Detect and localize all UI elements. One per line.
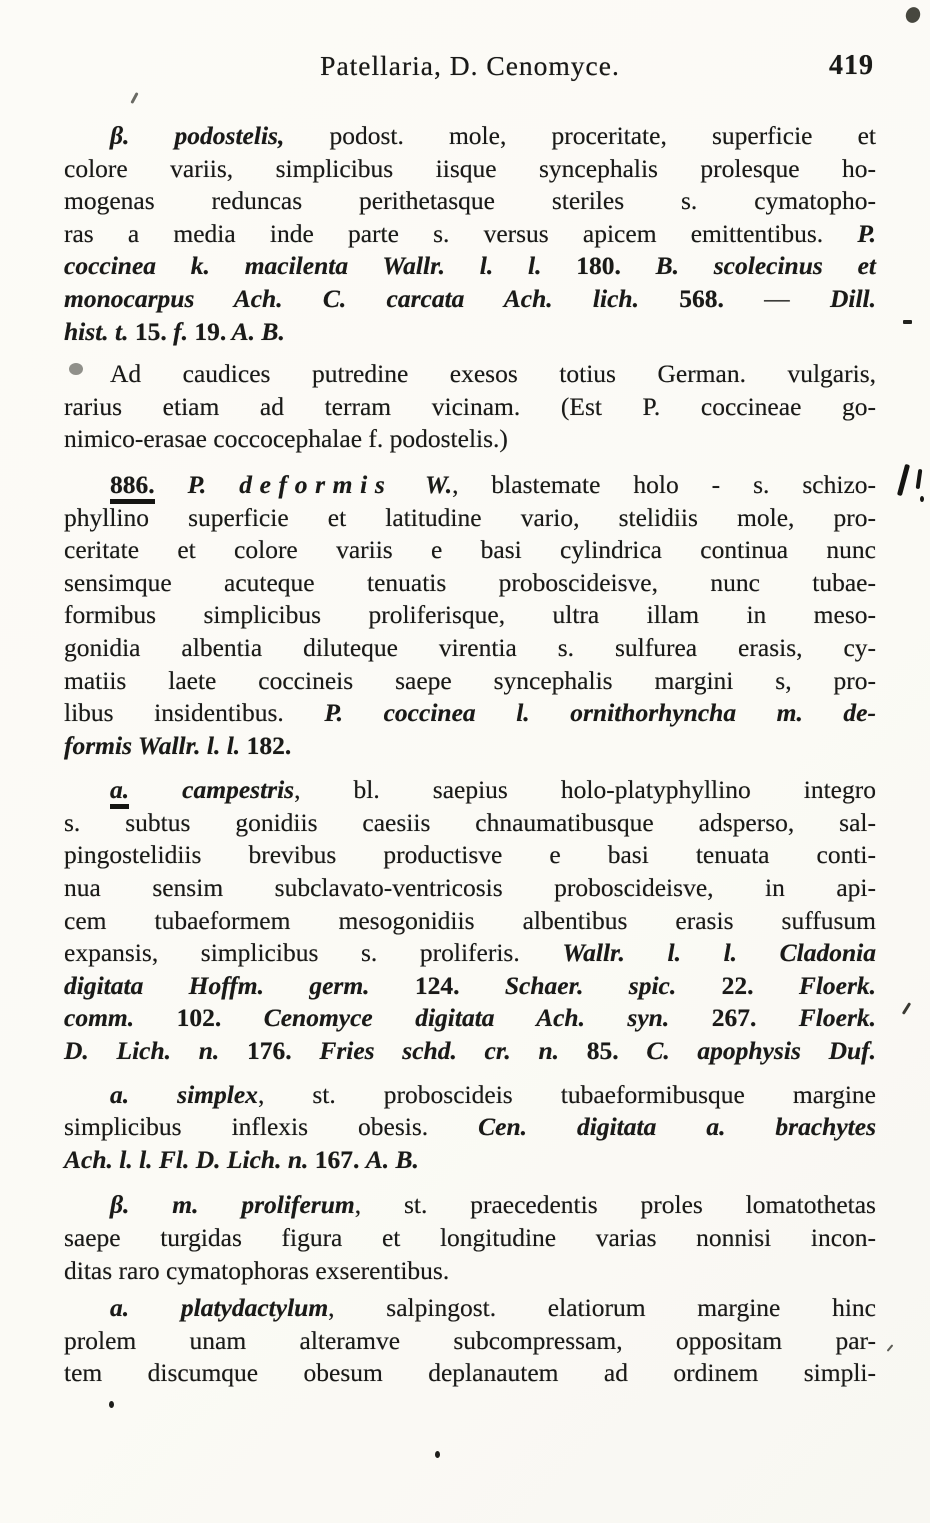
text-segment: 167. bbox=[314, 1144, 360, 1174]
text-segment: 19. bbox=[194, 316, 227, 346]
para-podostelis bbox=[64, 120, 876, 348]
text-segment: podost. mole, proceritate, superficie et bbox=[284, 121, 876, 150]
text-segment: a. platydactylum bbox=[110, 1293, 329, 1323]
text-line bbox=[64, 774, 876, 807]
text-line bbox=[64, 1035, 876, 1068]
text-line bbox=[64, 120, 876, 153]
para-habitat bbox=[64, 358, 876, 456]
text-segment: , blastemate holo - s. schizo- bbox=[452, 469, 876, 499]
text-line bbox=[64, 283, 876, 316]
text-segment: Wallr. l. l. Cladonia bbox=[562, 938, 876, 968]
text-segment: 568. bbox=[679, 283, 724, 313]
text-segment: , st. praecedentis proles lomatothetas bbox=[354, 1190, 876, 1220]
text-line bbox=[64, 1111, 876, 1144]
text-line bbox=[64, 1002, 876, 1035]
text-segment: Ach. l. l. Fl. D. Lich. n. bbox=[64, 1144, 315, 1174]
text-line bbox=[64, 1079, 876, 1112]
text-segment: cem tubaeformem mesogonidiis albentibus erasis suffusum bbox=[64, 905, 876, 935]
text-segment: formis Wallr. l. l. bbox=[64, 730, 247, 760]
text-segment: A. B. bbox=[226, 316, 285, 346]
text-segment: P. bbox=[187, 469, 240, 499]
text-segment: 176. bbox=[247, 1036, 292, 1066]
text-segment: pingostelidiis brevibus productisve e basi tenuata conti- bbox=[64, 840, 876, 870]
text-segment: , bl. saepius holo-platyphyllino integro bbox=[294, 775, 876, 805]
stray-ink-dot-2 bbox=[435, 1451, 440, 1458]
text-line bbox=[64, 1292, 876, 1325]
text-line bbox=[64, 1325, 876, 1358]
text-segment: s. subtus gonidiis caesiis chnaumatibusque adsperso, sal- bbox=[64, 807, 876, 837]
text-segment bbox=[459, 971, 504, 1000]
text-segment: prolem unam alteramve subcompressam, oppositam par- bbox=[64, 1325, 876, 1355]
text-segment: gonidia albentia diluteque virentia s. sulfurea erasis, cy- bbox=[64, 632, 876, 662]
text-line bbox=[64, 807, 876, 840]
text-line bbox=[64, 502, 876, 535]
text-segment: coccinea k. macilenta Wallr. l. l. bbox=[64, 251, 577, 281]
text-segment: nua sensim subclavato-ventricosis proboscideisve, in api- bbox=[64, 873, 876, 903]
text-line bbox=[64, 185, 876, 218]
text-line bbox=[64, 1189, 876, 1222]
text-line bbox=[64, 358, 876, 391]
page-body bbox=[64, 0, 876, 1390]
text-segment: Cenomyce digitata Ach. syn. bbox=[263, 1003, 712, 1033]
page-text bbox=[64, 120, 876, 1390]
para-platydactylum bbox=[64, 1292, 876, 1390]
text-line bbox=[64, 665, 876, 698]
text-segment: Fries schd. cr. n. bbox=[319, 1036, 587, 1066]
text-segment: tem discumque obesum deplanautem ad ordinem simpli- bbox=[64, 1358, 876, 1388]
text-line bbox=[64, 632, 876, 665]
text-segment: ceritate et colore variis e basi cylindrica continua nunc bbox=[64, 535, 876, 565]
text-segment: 180. bbox=[576, 251, 621, 281]
text-segment: P. coccinea l. ornithorhyncha m. de- bbox=[324, 698, 876, 728]
text-segment: , salpingost. elatiorum margine hinc bbox=[328, 1293, 876, 1323]
text-segment: 124. bbox=[414, 970, 460, 1000]
text-segment: expansis, simplicibus s. proliferis. bbox=[64, 938, 563, 968]
text-segment: , st. proboscideis tubaeformibusque margine bbox=[257, 1079, 877, 1109]
ink-smudge bbox=[69, 363, 83, 375]
text-line bbox=[64, 469, 876, 502]
text-segment: Cen. digitata a. brachytes bbox=[478, 1112, 876, 1142]
text-line bbox=[64, 599, 876, 632]
text-line bbox=[64, 905, 876, 938]
text-segment bbox=[756, 1003, 798, 1032]
text-segment: B. scolecinus et bbox=[655, 251, 877, 281]
text-segment: phyllino superficie et latitudine vario, stelidiis mole, pro- bbox=[64, 502, 876, 532]
text-line bbox=[64, 316, 876, 349]
text-segment: comm. bbox=[64, 1003, 177, 1033]
text-line bbox=[64, 937, 876, 970]
text-segment: Dill. bbox=[829, 283, 877, 313]
text-line bbox=[64, 153, 876, 186]
text-segment: W. bbox=[392, 469, 453, 499]
text-segment: 267. bbox=[711, 1003, 757, 1033]
text-segment bbox=[292, 1036, 320, 1065]
text-segment: a. bbox=[110, 775, 129, 809]
text-segment: rarius etiam ad terram vicinam. (Est P. coccineae go- bbox=[64, 391, 876, 421]
margin-tick-simpli bbox=[887, 1344, 894, 1351]
stray-ink-dot-1 bbox=[109, 1401, 114, 1408]
page-number: 419 bbox=[829, 50, 874, 81]
text-segment: 102. bbox=[176, 1003, 222, 1033]
text-segment: — bbox=[723, 283, 830, 313]
running-header bbox=[64, 50, 876, 86]
text-segment bbox=[221, 1003, 263, 1032]
text-segment: 886. bbox=[110, 470, 155, 504]
text-line bbox=[64, 1255, 876, 1288]
text-segment: hist. t. bbox=[64, 316, 135, 346]
text-line bbox=[64, 218, 876, 251]
text-line bbox=[64, 534, 876, 567]
text-segment bbox=[753, 971, 798, 1000]
header-title: Patellaria, D. Cenomyce. bbox=[320, 50, 620, 81]
text-segment: C. apophysis Duf. bbox=[646, 1036, 877, 1066]
text-segment bbox=[619, 1036, 647, 1065]
text-line bbox=[64, 872, 876, 905]
para-campestris bbox=[64, 774, 876, 1067]
handwritten-pen-dot bbox=[920, 496, 924, 502]
text-segment: campestris bbox=[129, 775, 295, 805]
text-segment: D. Lich. n. bbox=[64, 1036, 247, 1066]
text-segment: 22. bbox=[721, 970, 754, 1000]
text-line bbox=[64, 730, 876, 763]
text-segment: simplicibus inflexis obesis. bbox=[64, 1112, 479, 1142]
text-line bbox=[64, 423, 876, 456]
margin-tick-floerk bbox=[902, 1002, 911, 1015]
text-line bbox=[64, 250, 876, 283]
text-segment: P. bbox=[857, 218, 876, 248]
text-segment: f. bbox=[166, 316, 195, 346]
text-segment bbox=[155, 470, 188, 499]
text-segment: matiis laete coccineis saepe syncephalis margini s, pro- bbox=[64, 665, 876, 695]
text-segment: mogenas reduncas perithetasque steriles s. cymatopho- bbox=[64, 186, 876, 216]
text-segment: β. m. proliferum bbox=[110, 1190, 355, 1220]
text-line bbox=[64, 567, 876, 600]
text-line bbox=[64, 391, 876, 424]
text-segment: Floerk. bbox=[798, 1003, 876, 1033]
text-line bbox=[64, 970, 876, 1003]
text-line bbox=[64, 1222, 876, 1255]
text-segment: ditas raro cymatophoras exserentibus. bbox=[64, 1255, 450, 1285]
text-segment: A. B. bbox=[365, 1144, 419, 1174]
text-segment: libus insidentibus. bbox=[64, 698, 325, 728]
text-segment: colore variis, simplicibus iisque syncephalis prolesque ho- bbox=[64, 153, 876, 183]
text-segment: digitata Hoffm. germ. bbox=[64, 970, 415, 1000]
text-line bbox=[64, 1144, 876, 1177]
para-886-deformis bbox=[64, 469, 876, 762]
text-segment: Ad caudices putredine exesos totius German. vulgaris, bbox=[110, 359, 876, 389]
corner-ink-blob bbox=[903, 5, 922, 25]
text-segment: sensimque acuteque tenuatis proboscideisve, nunc tubae- bbox=[64, 567, 876, 597]
handwritten-pen-stroke-1 bbox=[897, 464, 910, 496]
text-segment: 182. bbox=[246, 730, 292, 760]
text-segment: nimico-erasae coccocephalae f. podostelis.) bbox=[64, 424, 508, 454]
text-line bbox=[64, 697, 876, 730]
text-line bbox=[64, 1357, 876, 1390]
text-segment: formibus simplicibus proliferisque, ultra illam in meso- bbox=[64, 600, 876, 630]
text-segment: deformis bbox=[239, 469, 393, 499]
text-segment: a. simplex bbox=[110, 1079, 258, 1109]
text-segment: 15. bbox=[134, 316, 167, 346]
text-segment: Schaer. spic. bbox=[504, 970, 722, 1000]
text-segment: Floerk. bbox=[798, 970, 877, 1000]
text-segment: saepe turgidas figura et longitudine varias nonnisi incon- bbox=[64, 1223, 876, 1252]
text-line bbox=[64, 839, 876, 872]
text-segment: ras a media inde parte s. versus apicem emittentibus. bbox=[64, 218, 858, 248]
text-segment: β. podostelis, bbox=[110, 121, 285, 150]
text-segment: 85. bbox=[586, 1036, 619, 1066]
para-proliferum bbox=[64, 1189, 876, 1287]
text-segment: monocarpus Ach. C. carcata Ach. lich. bbox=[64, 283, 680, 313]
text-segment bbox=[621, 251, 656, 280]
handwritten-pen-stroke-2 bbox=[916, 469, 923, 489]
para-simplex bbox=[64, 1079, 876, 1177]
margin-dash bbox=[903, 320, 912, 324]
